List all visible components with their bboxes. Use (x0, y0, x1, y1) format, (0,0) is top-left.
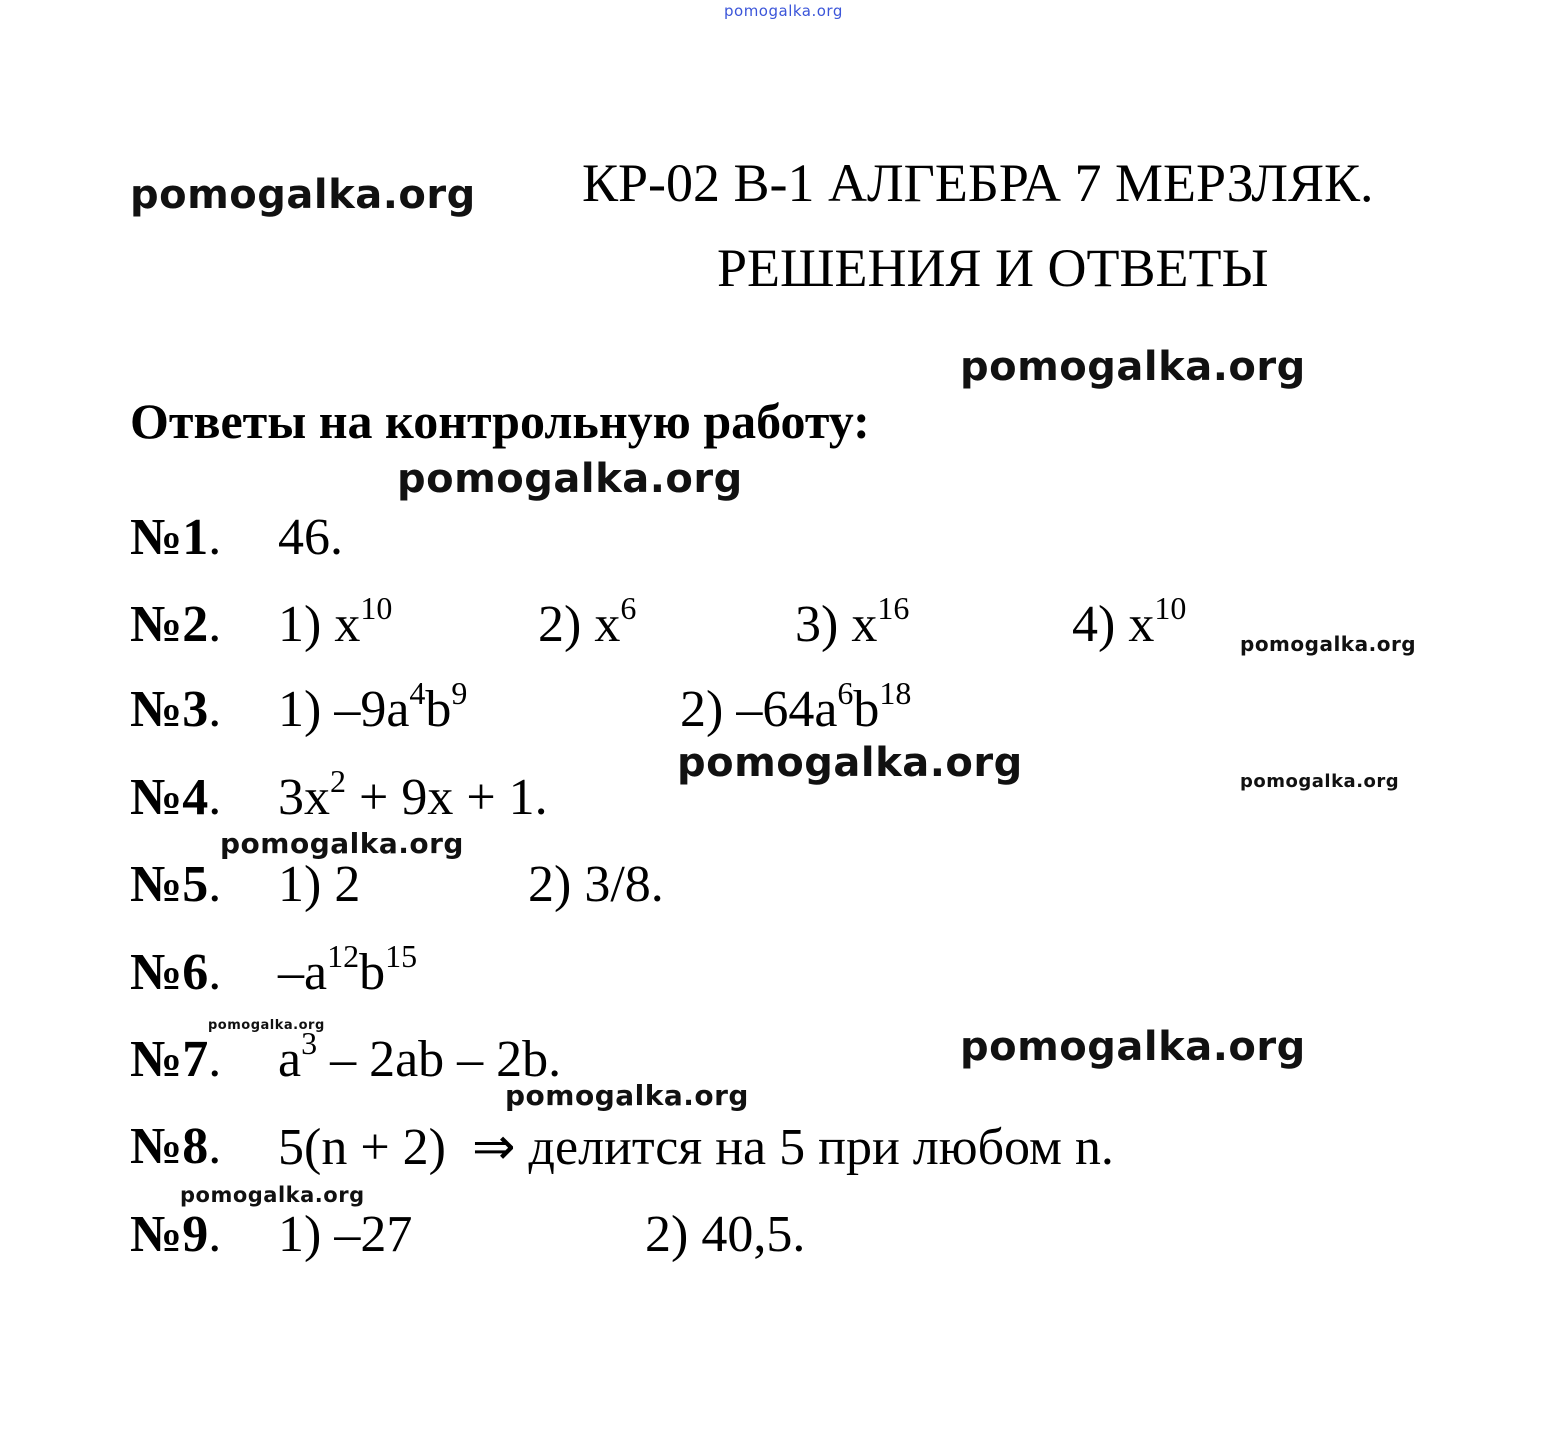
watermark: pomogalka.org (130, 172, 476, 218)
answer-number: №4. (130, 769, 222, 826)
watermark: pomogalka.org (1240, 771, 1400, 792)
document-title-line1: КР-02 В-1 АЛГЕБРА 7 МЕРЗЛЯК. (582, 153, 1374, 213)
watermark: pomogalka.org (208, 1018, 325, 1033)
answer-value: 1) 2 (278, 856, 361, 913)
answer-number: №8. (130, 1118, 222, 1175)
answer-number: №6. (130, 944, 222, 1001)
watermark: pomogalka.org (677, 740, 1023, 786)
answer-value: 2) 3/8. (528, 856, 664, 913)
answer-number: №1. (130, 509, 222, 566)
answer-value: 2) $-64a^6b^{18}$ (680, 675, 912, 738)
watermark: pomogalka.org (960, 1024, 1306, 1070)
answer-value: $a^3 - 2ab - 2b$. (278, 1025, 562, 1088)
answer-value: 4) $x^{10}$ (1072, 590, 1187, 653)
answer-number: №5. (130, 856, 222, 913)
answer-value: 2) $x^6$ (538, 590, 637, 653)
watermark: pomogalka.org (505, 1079, 749, 1112)
watermark: pomogalka.org (397, 456, 743, 502)
answer-number: №3. (130, 681, 222, 738)
answer-value: 46. (278, 509, 343, 566)
answer-value: 3) $x^{16}$ (795, 590, 910, 653)
answer-value: 1) –27 (278, 1206, 413, 1263)
answer-value: 5(n + 2) ⇒ делится на 5 при любом n. (278, 1119, 1114, 1176)
answer-number: №7. (130, 1031, 222, 1088)
answer-value: 1) $-9a^4b^9$ (278, 675, 468, 738)
answer-number: №9. (130, 1206, 222, 1263)
watermark-top: pomogalka.org (724, 2, 843, 20)
document-title-line2: РЕШЕНИЯ И ОТВЕТЫ (717, 238, 1269, 298)
answer-value: $-a^{12}b^{15}$ (278, 938, 418, 1001)
watermark: pomogalka.org (220, 827, 464, 860)
answer-value: $3x^2 + 9x + 1$. (278, 763, 548, 826)
watermark: pomogalka.org (960, 344, 1306, 390)
watermark: pomogalka.org (180, 1183, 365, 1207)
answers-heading: Ответы на контрольную работу: (130, 393, 870, 449)
watermark: pomogalka.org (1240, 632, 1417, 656)
answer-value: 2) 40,5. (645, 1206, 806, 1263)
answer-value: 1) $x^{10}$ (278, 590, 393, 653)
answer-number: №2. (130, 596, 222, 653)
